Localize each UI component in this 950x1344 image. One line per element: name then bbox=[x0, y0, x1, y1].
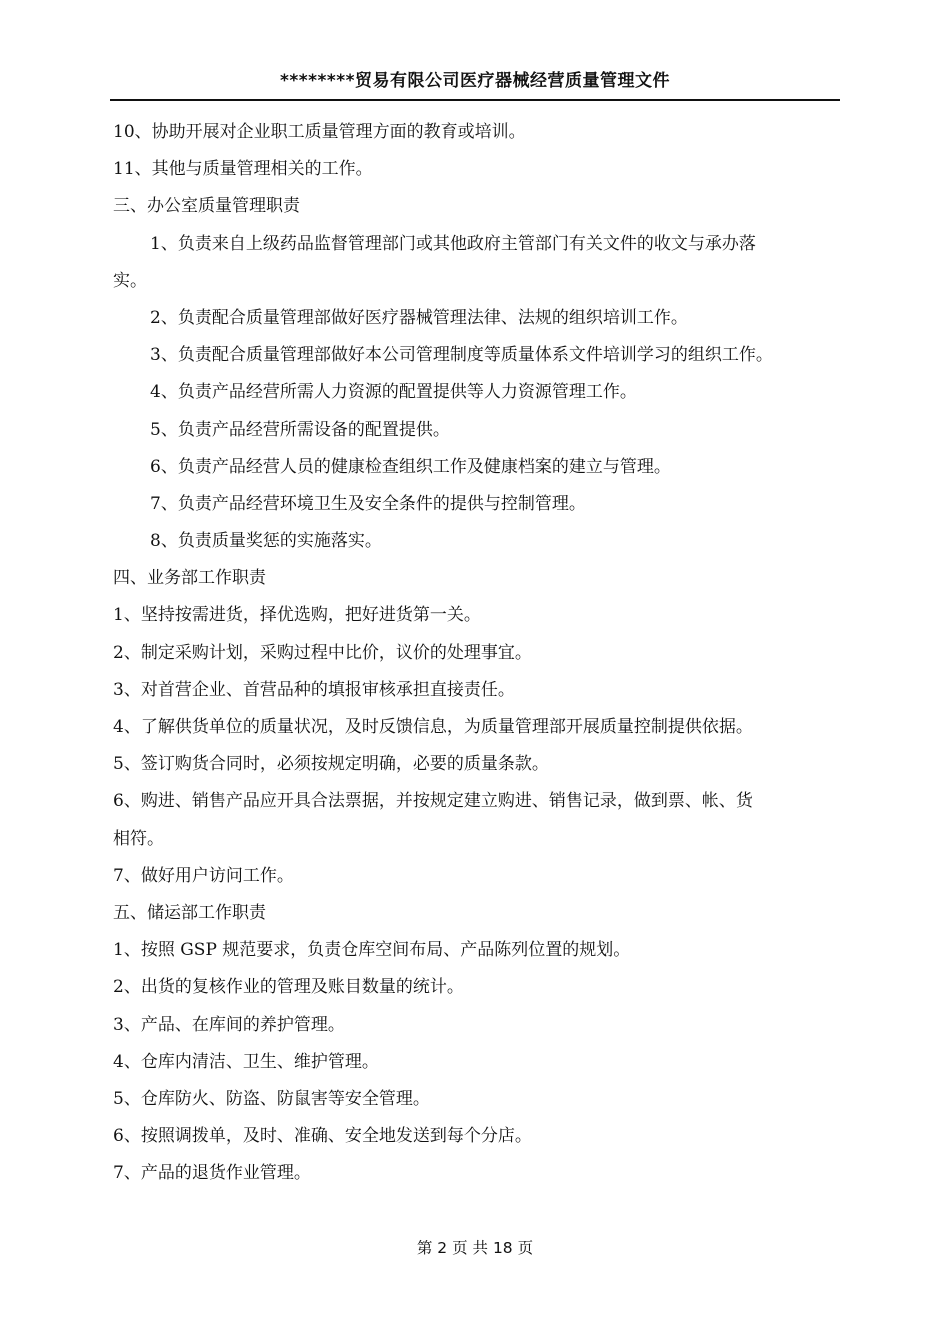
paragraph-line-continued: 相符。 bbox=[113, 828, 164, 849]
document-body bbox=[113, 114, 846, 1192]
paragraph-line: 3、产品、在库间的养护管理。 bbox=[113, 1014, 345, 1035]
paragraph-line: 6、购进、销售产品应开具合法票据，并按规定建立购进、销售记录，做到票、帐、货 bbox=[113, 791, 753, 812]
paragraph-line: 5、签订购货合同时，必须按规定明确，必要的质量条款。 bbox=[113, 754, 549, 775]
paragraph-line: 8、负责质量奖惩的实施落实。 bbox=[150, 531, 382, 552]
paragraph-line: 1、按照 GSP 规范要求，负责仓库空间布局、产品陈列位置的规划。 bbox=[113, 940, 631, 961]
paragraph-line: 4、负责产品经营所需人力资源的配置提供等人力资源管理工作。 bbox=[150, 382, 637, 403]
paragraph-line: 11、其他与质量管理相关的工作。 bbox=[113, 159, 373, 180]
section-heading: 三、办公室质量管理职责 bbox=[113, 196, 300, 217]
paragraph-line: 1、负责来自上级药品监督管理部门或其他政府主管部门有关文件的收文与承办落 bbox=[150, 233, 756, 254]
section-heading: 五、储运部工作职责 bbox=[113, 902, 266, 923]
paragraph-line: 3、负责配合质量管理部做好本公司管理制度等质量体系文件培训学习的组织工作。 bbox=[150, 345, 773, 366]
page-number-footer: 第 2 页 共 18 页 bbox=[416, 1239, 534, 1257]
header-divider bbox=[110, 99, 840, 101]
document-header-title: ********贸易有限公司医疗器械经营质量管理文件 bbox=[279, 71, 671, 91]
paragraph-line: 6、负责产品经营人员的健康检查组织工作及健康档案的建立与管理。 bbox=[150, 456, 671, 477]
paragraph-line: 2、出货的复核作业的管理及账目数量的统计。 bbox=[113, 977, 464, 998]
paragraph-line: 7、负责产品经营环境卫生及安全条件的提供与控制管理。 bbox=[150, 493, 586, 514]
paragraph-line: 4、了解供货单位的质量状况，及时反馈信息，为质量管理部开展质量控制提供依据。 bbox=[113, 717, 753, 737]
paragraph-line: 6、按照调拨单，及时、准确、安全地发送到每个分店。 bbox=[113, 1126, 532, 1147]
paragraph-line-continued: 实。 bbox=[113, 270, 147, 291]
paragraph-line: 7、产品的退货作业管理。 bbox=[113, 1163, 311, 1184]
paragraph-line: 4、仓库内清洁、卫生、维护管理。 bbox=[113, 1051, 379, 1072]
paragraph-line: 5、负责产品经营所需设备的配置提供。 bbox=[150, 419, 450, 440]
paragraph-line: 3、对首营企业、首营品种的填报审核承担直接责任。 bbox=[113, 679, 515, 700]
paragraph-line: 2、制定采购计划，采购过程中比价，议价的处理事宜。 bbox=[113, 642, 532, 663]
paragraph-line: 5、仓库防火、防盗、防鼠害等安全管理。 bbox=[113, 1088, 430, 1109]
paragraph-line: 1、坚持按需进货，择优选购，把好进货第一关。 bbox=[113, 605, 481, 626]
section-heading: 四、业务部工作职责 bbox=[113, 568, 266, 589]
paragraph-line: 7、做好用户访问工作。 bbox=[113, 865, 294, 886]
paragraph-line: 10、协助开展对企业职工质量管理方面的教育或培训。 bbox=[113, 122, 526, 142]
paragraph-line: 2、负责配合质量管理部做好医疗器械管理法律、法规的组织培训工作。 bbox=[150, 307, 688, 328]
